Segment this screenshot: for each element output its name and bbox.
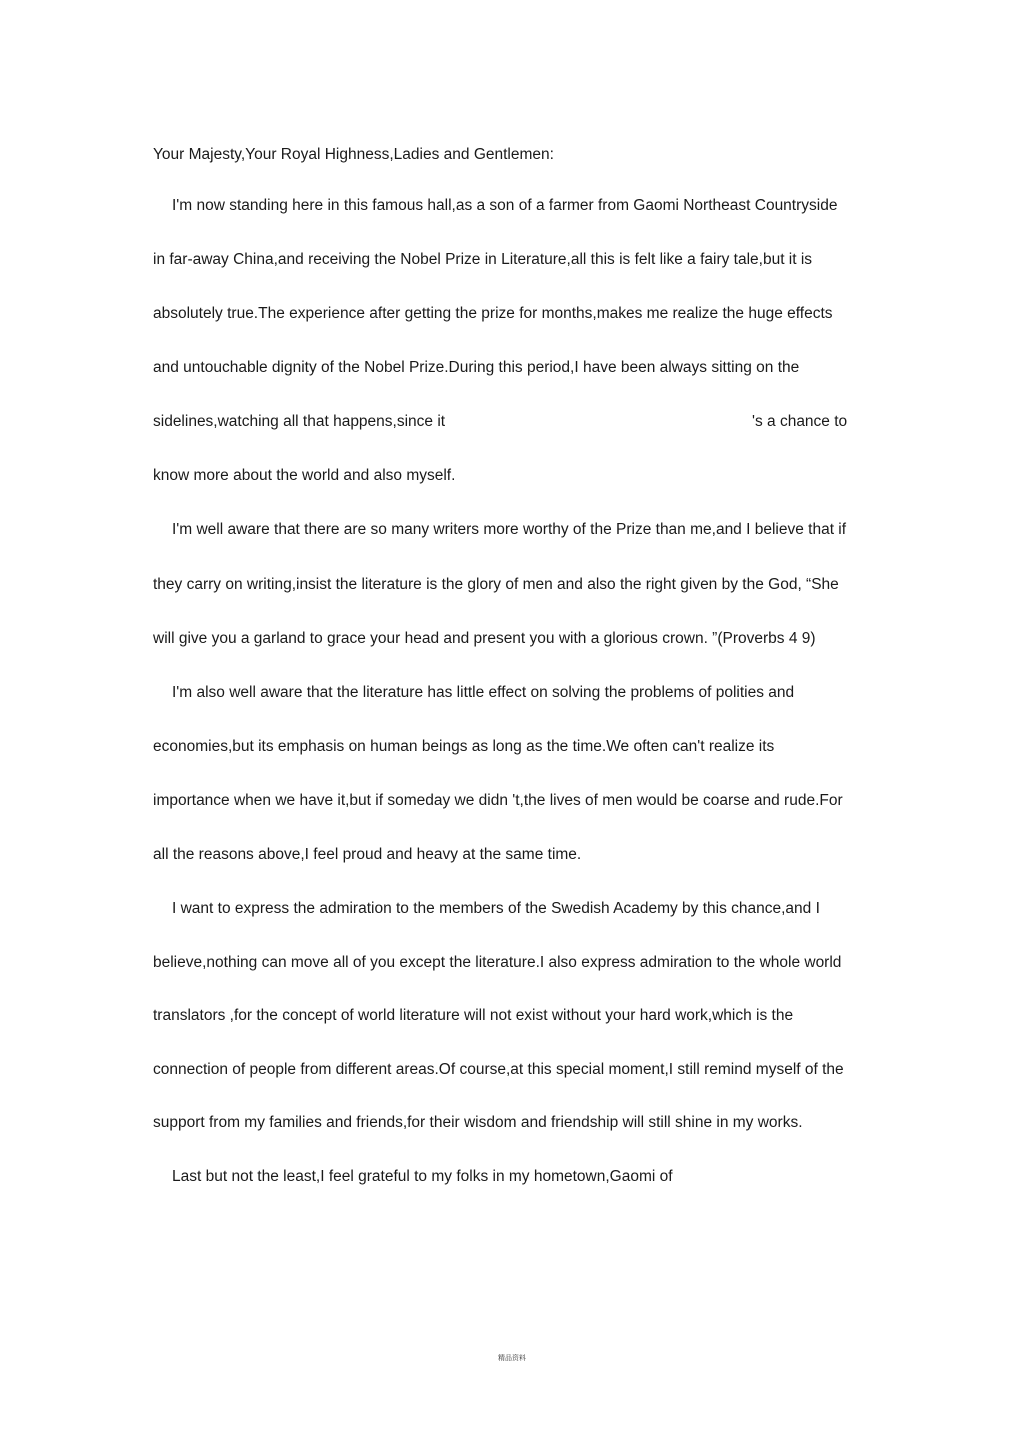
paragraph-1-line-3: absolutely true.The experience after getting the prize for months,makes me realize the huge effects [153,305,833,322]
greeting-line: Your Majesty,Your Royal Highness,Ladies and Gentlemen: [153,146,554,163]
paragraph-4-line-1: I want to express the admiration to the members of the Swedish Academy by this chance,and I [172,900,820,917]
paragraph-1-line-5: sidelines,watching all that happens,since it [153,413,446,430]
paragraph-1-line-1: I'm now standing here in this famous hall,as a son of a farmer from Gaomi Northeast Countryside [172,197,838,214]
paragraph-1-line-2: in far-away China,and receiving the Nobel Prize in Literature,all this is felt like a fairy tale,but it is [153,251,813,268]
paragraph-3-line-2: economies,but its emphasis on human beings as long as the time.We often can't realize its [153,738,775,755]
paragraph-3-line-1: I'm also well aware that the literature has little effect on solving the problems of polities and [172,684,795,701]
paragraph-1-line-6: know more about the world and also myself. [153,467,456,484]
page-footer: 精品资料 [498,1354,526,1362]
paragraph-4-line-3: translators ,for the concept of world literature will not exist without your hard work,which is the [153,1007,794,1024]
paragraph-5-line-1: Last but not the least,I feel grateful to my folks in my hometown,Gaomi of [172,1168,673,1185]
paragraph-1-line-5-tail: 's a chance to [752,413,848,430]
paragraph-4-line-5: support from my families and friends,for their wisdom and friendship will still shine in my works. [153,1114,803,1131]
paragraph-2-line-1: I'm well aware that there are so many writers more worthy of the Prize than me,and I believe that if [172,521,847,538]
paragraph-2-line-2: they carry on writing,insist the literature is the glory of men and also the right given by the God, “She [153,576,839,593]
paragraph-3-line-4: all the reasons above,I feel proud and heavy at the same time. [153,846,582,863]
paragraph-4-line-4: connection of people from different areas.Of course,at this special moment,I still remind myself of the [153,1061,844,1078]
paragraph-4-line-2: believe,nothing can move all of you except the literature.I also express admiration to the whole world [153,954,842,971]
paragraph-2-line-3: will give you a garland to grace your head and present you with a glorious crown. ”(Proverbs 4 9) [153,630,816,647]
paragraph-3-line-3: importance when we have it,but if someday we didn 't,the lives of men would be coarse and rude.For [153,792,843,809]
paragraph-1-line-4: and untouchable dignity of the Nobel Prize.During this period,I have been always sitting on the [153,359,800,376]
